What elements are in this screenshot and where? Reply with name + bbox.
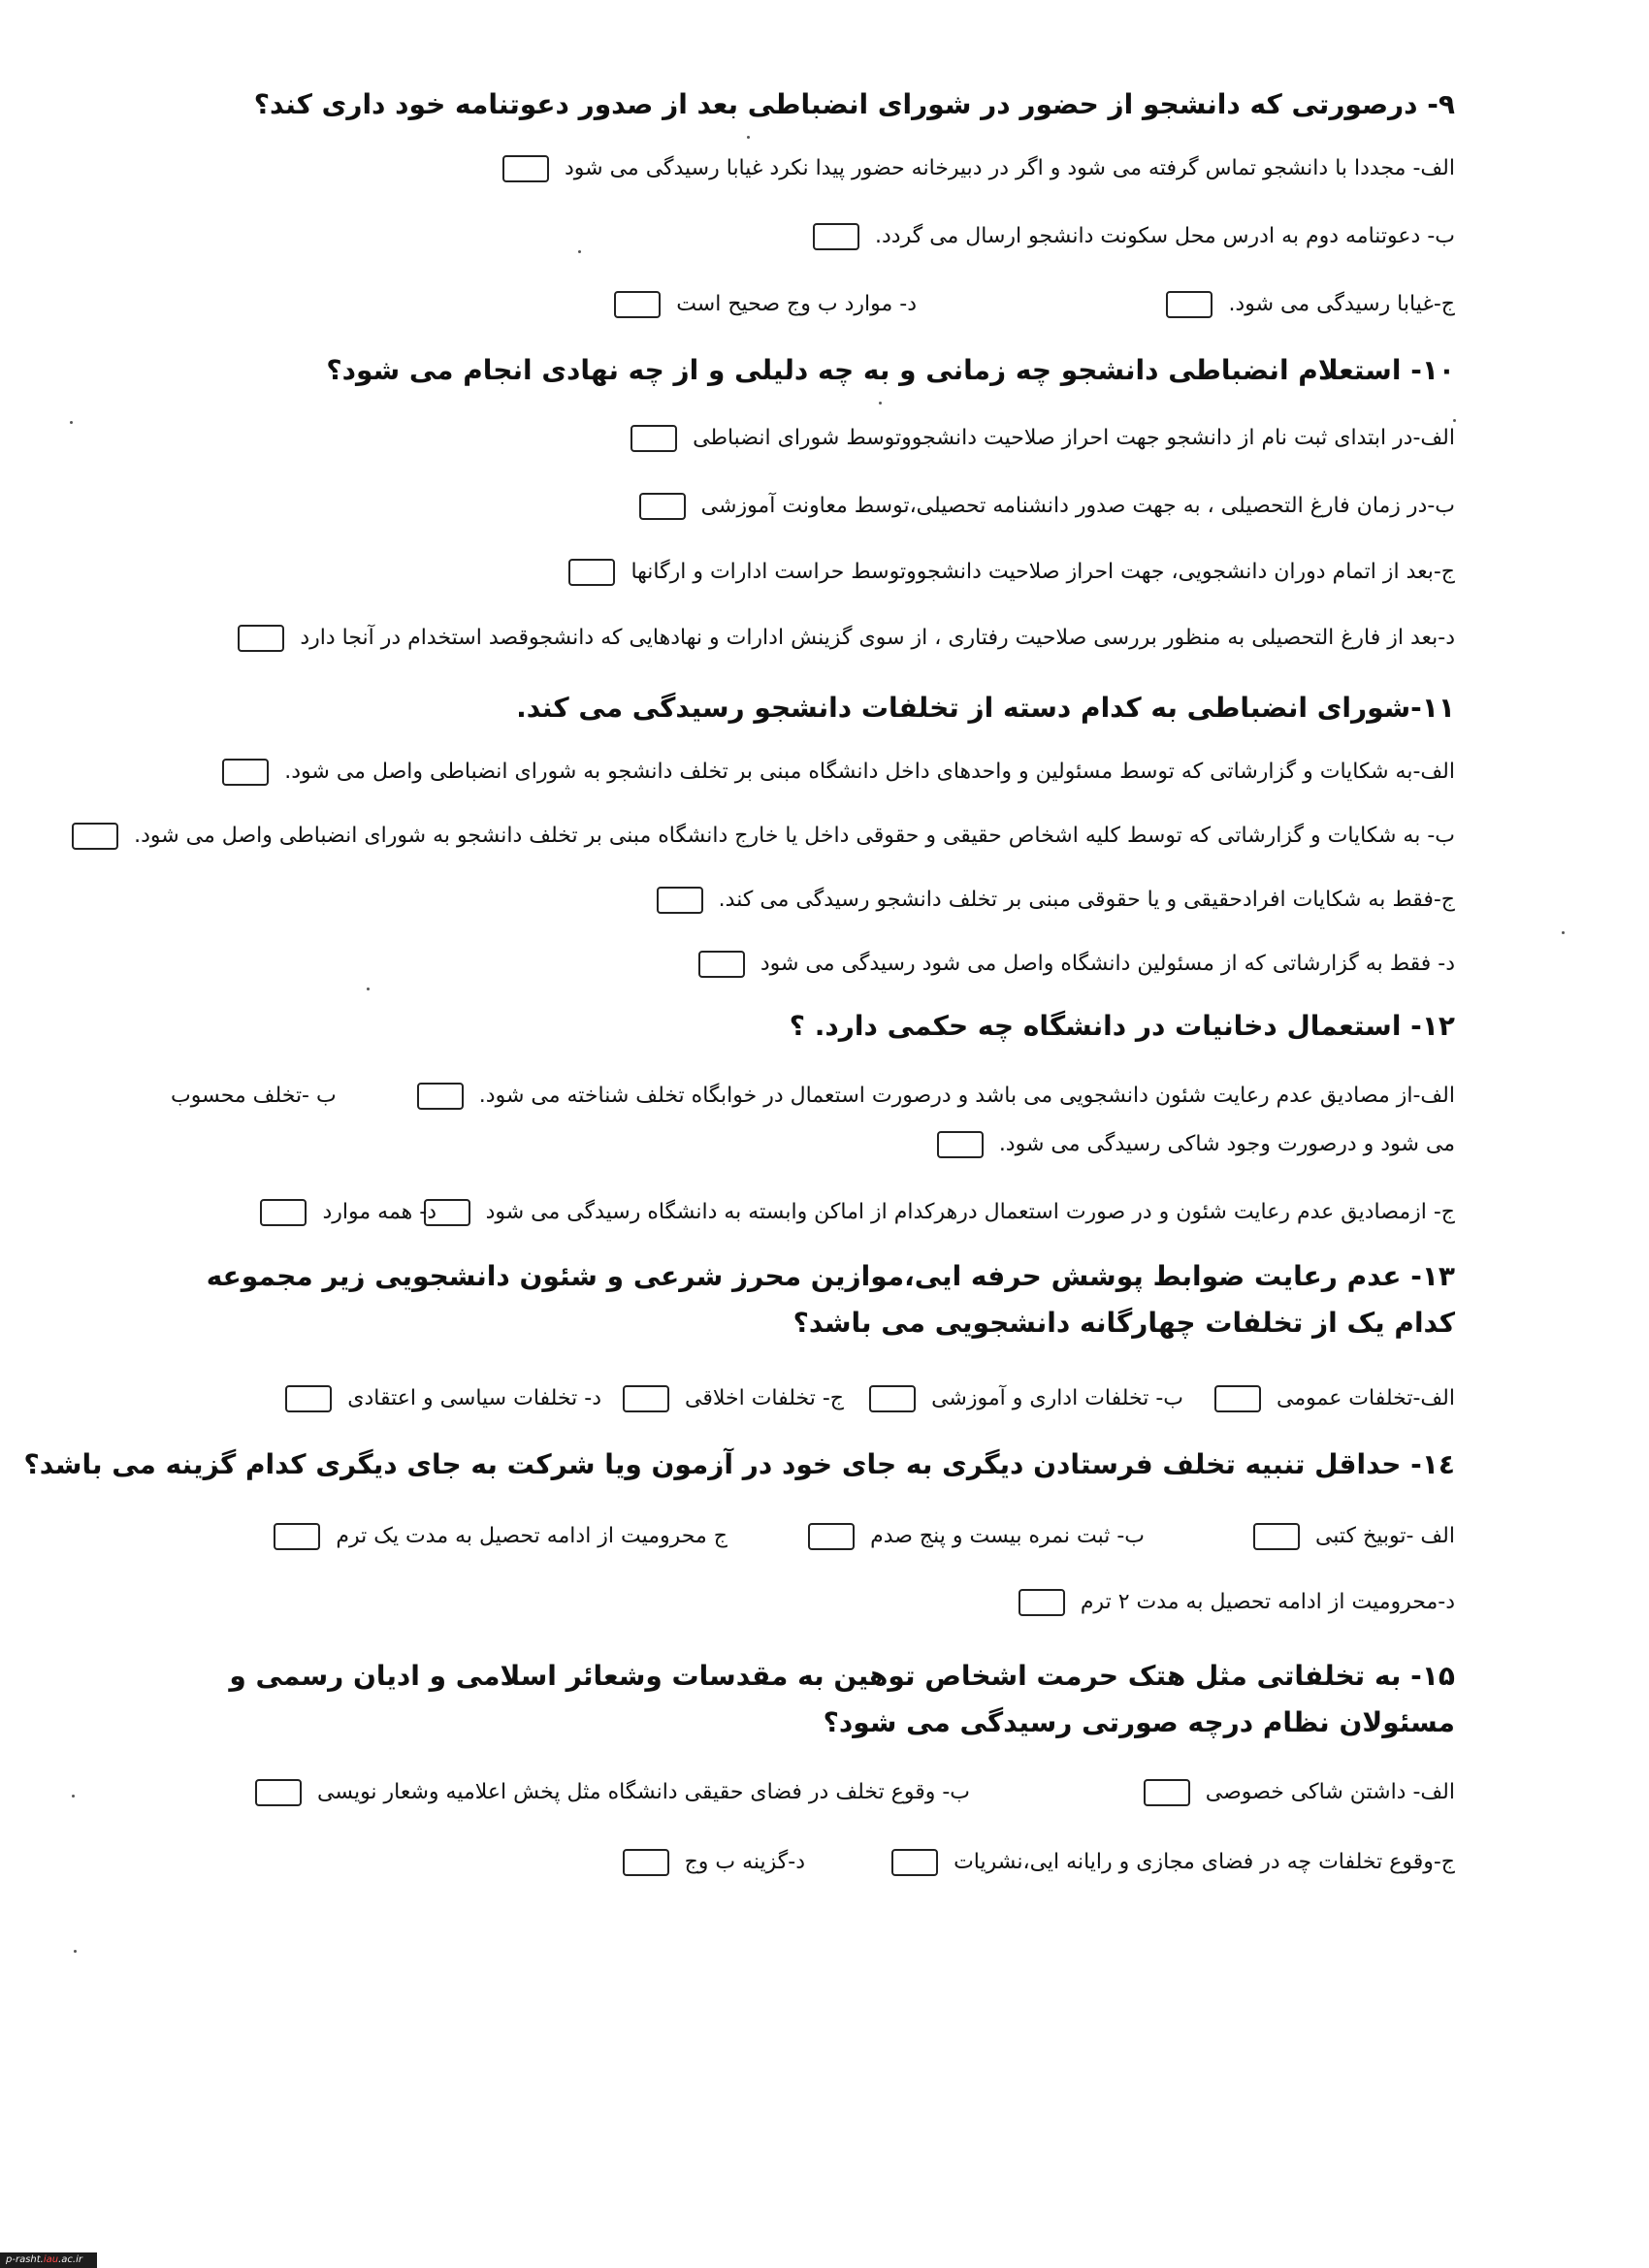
option-label: ب- وقوع تخلف در فضای حقیقی دانشگاه مثل پخش اعلامیه وشعار نویسی (316, 1780, 970, 1804)
option-10-d[interactable] (230, 623, 1455, 654)
option-13-d[interactable] (277, 1383, 601, 1414)
option-12-b-start (171, 1081, 337, 1112)
question-14: ١٤- حداقل تنبیه تخلف فرستادن دیگری به جای خود در آزمون ویا شرکت به جای دیگری کدام گزینه می باشد؟ (23, 1448, 1455, 1480)
option-15-c[interactable] (884, 1847, 1455, 1878)
option-label: الف-در ابتدای ثبت نام از دانشجو جهت احراز صلاحیت دانشجووتوسط شورای انضباطی (693, 426, 1455, 450)
checkbox[interactable] (639, 493, 686, 520)
checkbox[interactable] (72, 823, 118, 850)
option-10-a[interactable] (623, 423, 1455, 454)
option-11-c[interactable] (649, 885, 1455, 916)
checkbox[interactable] (222, 759, 269, 786)
question-10: ۱۰- استعلام انضباطی دانشجو چه زمانی و به چه دلیلی و از چه نهادی انجام می شود؟ (326, 354, 1455, 386)
checkbox[interactable] (813, 223, 859, 250)
scan-speck (72, 1795, 75, 1798)
option-10-b[interactable] (631, 491, 1455, 522)
scan-speck (1562, 931, 1565, 934)
checkbox[interactable] (1018, 1589, 1065, 1616)
option-15-a[interactable] (1136, 1777, 1455, 1808)
question-15: ۱۵- به تخلفاتی مثل هتک حرمت اشخاص توهین به مقدسات وشعائر اسلامی و ادیان رسمی و مسئولان نظام درچه صورتی رسیدگی می شود؟ (229, 1660, 1455, 1738)
option-14-b[interactable] (800, 1521, 1145, 1552)
checkbox[interactable] (285, 1385, 332, 1412)
option-10-c[interactable] (561, 557, 1455, 588)
option-label: ج-وقوع تخلفات چه در فضای مجازی و رایانه ایی،نشریات (954, 1850, 1455, 1874)
option-label: د-گزینه ب وج (684, 1850, 805, 1874)
checkbox[interactable] (614, 291, 661, 318)
option-label: الف-از مصادیق عدم رعایت شئون دانشجویی می باشد و درصورت استعمال در خوابگاه تخلف شناخته می شود. (478, 1084, 1455, 1108)
option-13-c[interactable] (615, 1383, 844, 1414)
option-13-b[interactable] (861, 1383, 1183, 1414)
scan-speck (879, 402, 882, 405)
checkbox[interactable] (891, 1849, 938, 1876)
option-label: ج محرومیت از ادامه تحصیل به مدت یک ترم (336, 1524, 728, 1548)
option-11-a[interactable] (214, 757, 1455, 788)
option-label: د- فقط به گزارشاتی که از مسئولین دانشگاه واصل می شود رسیدگی می شود (760, 952, 1455, 976)
checkbox[interactable] (623, 1385, 669, 1412)
option-label: الف-به شکایات و گزارشاتی که توسط مسئولین و واحدهای داخل دانشگاه مبنی بر تخلف دانشجو به شورای انضباطی واصل می شود. (284, 760, 1455, 784)
option-label: ج-بعد از اتمام دوران دانشجویی، جهت احراز صلاحیت دانشجووتوسط حراست ادارات و ارگانها (630, 560, 1455, 584)
option-12-d[interactable] (252, 1197, 436, 1228)
site-watermark (0, 2252, 97, 2268)
option-label: د-بعد از فارغ التحصیلی به منظور بررسی صلاحیت رفتاری ، از سوی گزینش ادارات و نهادهایی که دانشجوقصد استخدام در آنجا دارد (300, 626, 1455, 650)
scan-speck (74, 1950, 77, 1953)
checkbox[interactable] (255, 1779, 302, 1806)
scan-speck (1453, 419, 1456, 422)
option-label: ج-غیابا رسیدگی می شود. (1228, 292, 1455, 316)
option-14-a[interactable] (1245, 1521, 1455, 1552)
checkbox[interactable] (1144, 1779, 1190, 1806)
watermark-accent: iau (43, 2254, 59, 2265)
option-label: الف-تخلفات عمومی (1276, 1386, 1455, 1410)
option-9-c[interactable] (1158, 289, 1455, 320)
option-label: ج-فقط به شکایات افرادحقیقی و یا حقوقی مبنی بر تخلف دانشجو رسیدگی می کند. (718, 888, 1455, 912)
checkbox[interactable] (417, 1083, 464, 1110)
option-label: ج- ازمصادیق عدم رعایت شئون و در صورت استعمال درهرکدام از اماکن وابسته به دانشگاه رسیدگی می شود (485, 1200, 1455, 1224)
option-13-a[interactable] (1207, 1383, 1455, 1414)
checkbox[interactable] (657, 887, 703, 914)
option-15-d[interactable] (615, 1847, 805, 1878)
checkbox[interactable] (238, 625, 284, 652)
option-label: الف -توبیخ کتبی (1314, 1524, 1455, 1548)
option-9-b[interactable] (805, 221, 1455, 252)
option-label: د- تخلفات سیاسی و اعتقادی (347, 1386, 601, 1410)
checkbox[interactable] (630, 425, 677, 452)
option-label: د- موارد ب وج صحیح است (676, 292, 917, 316)
checkbox[interactable] (260, 1199, 307, 1226)
option-label: الف- مجددا با دانشجو تماس گرفته می شود و اگر در دبیرخانه حضور پیدا نکرد غیابا رسیدگی می شود (564, 156, 1455, 180)
option-label: ب- به شکایات و گزارشاتی که توسط کلیه اشخاص حقیقی و حقوقی داخل یا خارج دانشگاه مبنی بر تخلف دانشجو به شورای انضباطی واصل می شود. (134, 824, 1455, 848)
option-9-d[interactable] (606, 289, 917, 320)
question-9: ۹- درصورتی که دانشجو از حضور در شورای انضباطی بعد از صدور دعوتنامه خود داری کند؟ (253, 88, 1455, 120)
option-label: ب -تخلف محسوب (171, 1084, 337, 1108)
checkbox[interactable] (502, 155, 549, 182)
option-9-a[interactable] (495, 153, 1455, 184)
option-14-c[interactable] (266, 1521, 728, 1552)
checkbox[interactable] (1214, 1385, 1261, 1412)
option-label: ب- تخلفات اداری و آموزشی (931, 1386, 1183, 1410)
option-label: ب-در زمان فارغ التحصیلی ، به جهت صدور دانشنامه تحصیلی،توسط معاونت آموزشی (700, 494, 1455, 518)
option-label: ج- تخلفات اخلاقی (685, 1386, 844, 1410)
scan-speck (367, 988, 370, 990)
option-label: د- همه موارد (322, 1200, 436, 1224)
option-12-a[interactable] (409, 1081, 1455, 1112)
question-13: ۱۳- عدم رعایت ضوابط پوشش حرفه ایی،موازین محرز شرعی و شئون دانشجویی زیر مجموعه کدام یک از تخلفات چهارگانه دانشجویی می باشد؟ (206, 1260, 1455, 1339)
option-15-b[interactable] (247, 1777, 970, 1808)
checkbox[interactable] (274, 1523, 320, 1550)
scan-speck (747, 136, 750, 139)
checkbox[interactable] (568, 559, 615, 586)
option-11-d[interactable] (691, 949, 1455, 980)
checkbox[interactable] (937, 1131, 984, 1158)
question-12: ۱۲- استعمال دخانیات در دانشگاه چه حکمی دارد. ؟ (789, 1010, 1455, 1042)
watermark-prefix: p-rasht. (6, 2254, 44, 2265)
option-12-b-continued[interactable] (929, 1129, 1455, 1160)
option-label: ب- ثبت نمره بیست و پنج صدم (870, 1524, 1145, 1548)
checkbox[interactable] (623, 1849, 669, 1876)
watermark-suffix: .ac.ir (58, 2254, 82, 2265)
checkbox[interactable] (1253, 1523, 1300, 1550)
option-label: ب- دعوتنامه دوم به ادرس محل سکونت دانشجو ارسال می گردد. (875, 224, 1455, 248)
checkbox[interactable] (1166, 291, 1212, 318)
option-label: د-محرومیت از ادامه تحصیل به مدت ۲ ترم (1080, 1590, 1455, 1614)
question-11: ۱۱-شورای انضباطی به کدام دسته از تخلفات دانشجو رسیدگی می کند. (516, 692, 1455, 724)
option-label: می شود و درصورت وجود شاکی رسیدگی می شود. (998, 1132, 1455, 1156)
checkbox[interactable] (698, 951, 745, 978)
option-12-c[interactable] (416, 1197, 1455, 1228)
option-14-d[interactable] (1011, 1587, 1455, 1618)
scan-speck (70, 421, 73, 424)
scan-speck (578, 250, 581, 253)
option-11-b[interactable] (64, 821, 1455, 852)
checkbox[interactable] (869, 1385, 916, 1412)
option-label: الف- داشتن شاکی خصوصی (1205, 1780, 1455, 1804)
checkbox[interactable] (808, 1523, 855, 1550)
